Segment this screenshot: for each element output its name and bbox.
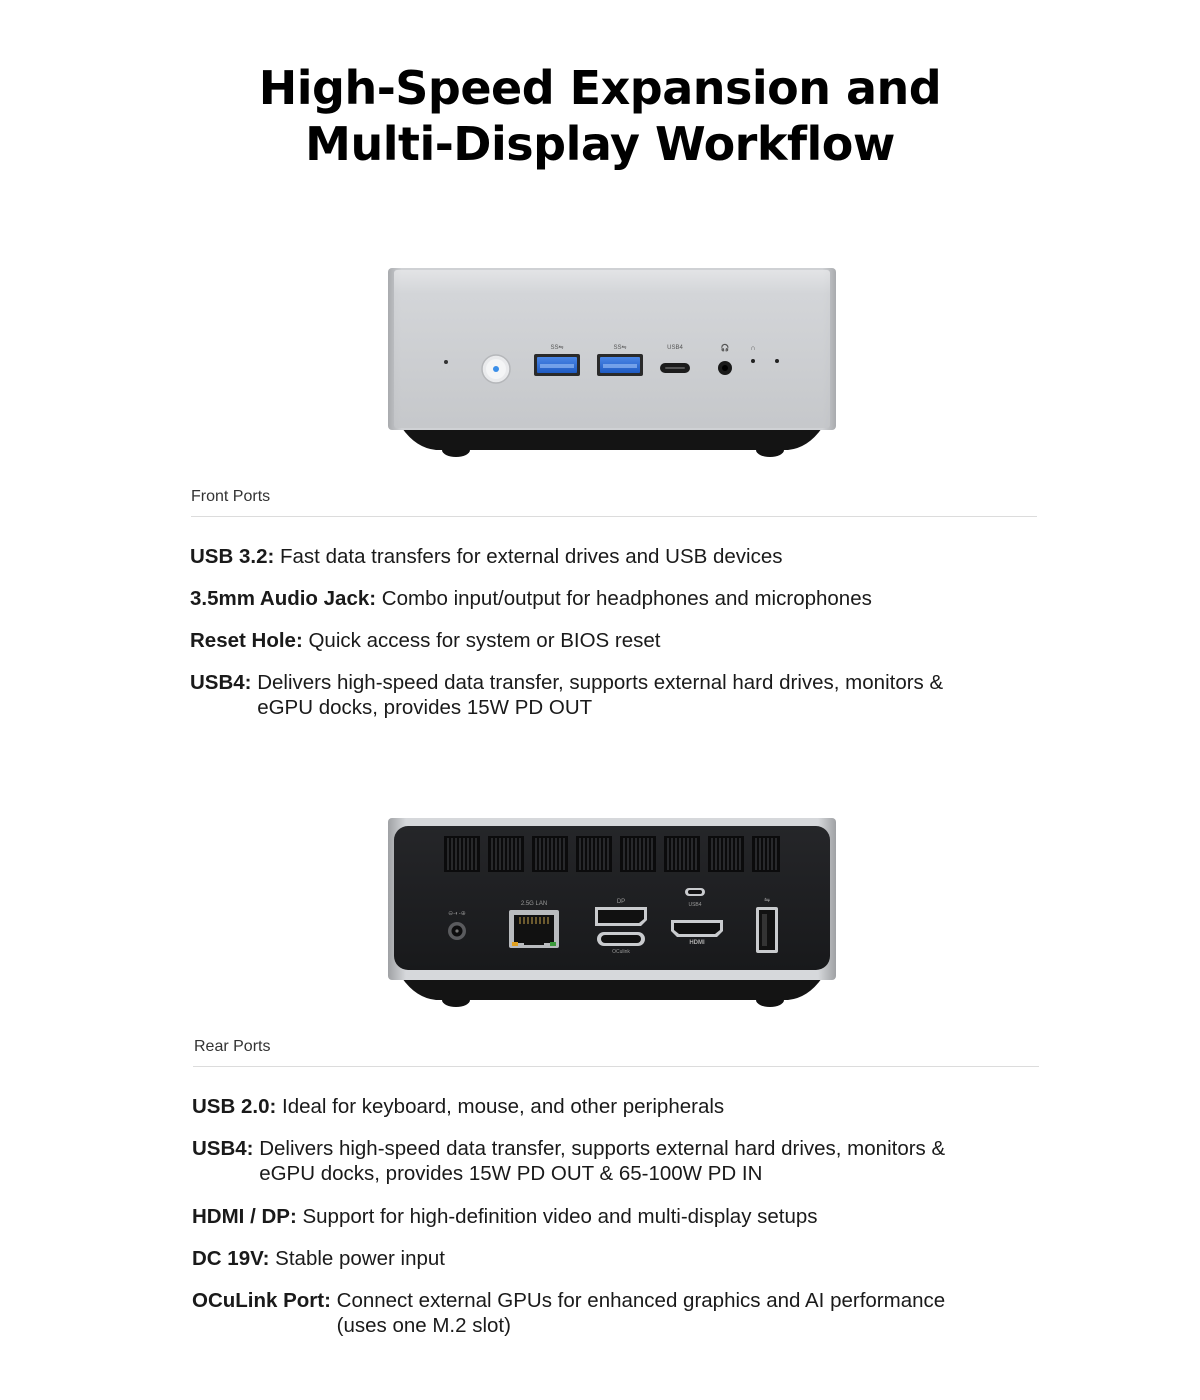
spec-value: Combo input/output for headphones and microphones — [376, 587, 872, 610]
spec-key: Reset Hole: — [190, 629, 303, 652]
spec-front-audio — [190, 586, 872, 611]
page-title-line-1: High-Speed Expansion and — [258, 61, 942, 115]
spec-key: USB4: — [192, 1137, 254, 1160]
svg-text:∩: ∩ — [750, 345, 756, 352]
rear-ports-label: Rear Ports — [194, 1038, 271, 1055]
spec-value: eGPU docks, provides 15W PD OUT & 65-100W PD IN — [253, 1162, 763, 1185]
svg-text:⊖-◐-⊕: ⊖-◐-⊕ — [448, 911, 466, 917]
svg-text:USB4: USB4 — [667, 345, 683, 351]
spec-value: Stable power input — [269, 1247, 445, 1270]
spec-key: HDMI / DP: — [192, 1205, 297, 1228]
svg-text:SS⇋: SS⇋ — [550, 345, 564, 351]
rear-divider — [193, 1066, 1039, 1067]
spec-value: eGPU docks, provides 15W PD OUT — [251, 696, 593, 719]
front-mic-dot — [444, 360, 448, 364]
spec-key: USB4: — [190, 671, 252, 694]
svg-text:2.5G LAN: 2.5G LAN — [520, 901, 548, 907]
spec-value: (uses one M.2 slot) — [330, 1314, 511, 1337]
spec-key: 3.5mm Audio Jack: — [190, 587, 377, 610]
spec-rear-usb20 — [192, 1094, 724, 1119]
spec-rear-dc — [192, 1246, 445, 1271]
spec-rear-usb4 — [192, 1136, 945, 1186]
spec-value: Delivers high-speed data transfer, supports external hard drives, monitors & — [251, 671, 944, 694]
spec-key: USB 3.2: — [190, 545, 275, 568]
spec-value: Fast data transfers for external drives and USB devices — [274, 545, 783, 568]
dc-power-jack-icon — [448, 911, 466, 940]
spec-front-usb32 — [190, 544, 783, 569]
spec-value: Support for high-definition video and multi-display setups — [296, 1205, 818, 1228]
power-button-icon — [482, 355, 510, 383]
svg-text:HDMI: HDMI — [689, 940, 705, 946]
page-title-line-2: Multi-Display Workflow — [305, 117, 895, 171]
spec-key: DC 19V: — [192, 1247, 270, 1270]
spec-value: Ideal for keyboard, mouse, and other peripherals — [276, 1095, 725, 1118]
spec-key: USB 2.0: — [192, 1095, 277, 1118]
spec-key: OCuLink Port: — [192, 1289, 331, 1312]
svg-text:OCulink: OCulink — [612, 949, 630, 955]
vent-grille — [444, 836, 780, 872]
front-device-image — [388, 268, 836, 460]
svg-text:🎧: 🎧 — [720, 345, 730, 352]
spec-rear-oculink — [192, 1288, 945, 1338]
rear-device-image — [388, 818, 836, 1010]
spec-value: Quick access for system or BIOS reset — [302, 629, 661, 652]
svg-text:SS⇋: SS⇋ — [613, 345, 627, 351]
spec-rear-hdmi-dp — [192, 1204, 818, 1229]
spec-value: Delivers high-speed data transfer, supports external hard drives, monitors & — [253, 1137, 946, 1160]
spec-front-reset — [190, 628, 661, 653]
spec-value: Connect external GPUs for enhanced graphics and AI performance — [330, 1289, 946, 1312]
svg-text:⇋: ⇋ — [764, 897, 770, 904]
page-title — [0, 60, 1200, 172]
spec-front-usb4 — [190, 670, 943, 720]
front-ports-label: Front Ports — [191, 488, 271, 505]
svg-text:USB4: USB4 — [688, 902, 702, 908]
front-divider — [191, 516, 1037, 517]
svg-text:DP: DP — [616, 899, 626, 905]
front-mic-dot — [775, 359, 779, 363]
